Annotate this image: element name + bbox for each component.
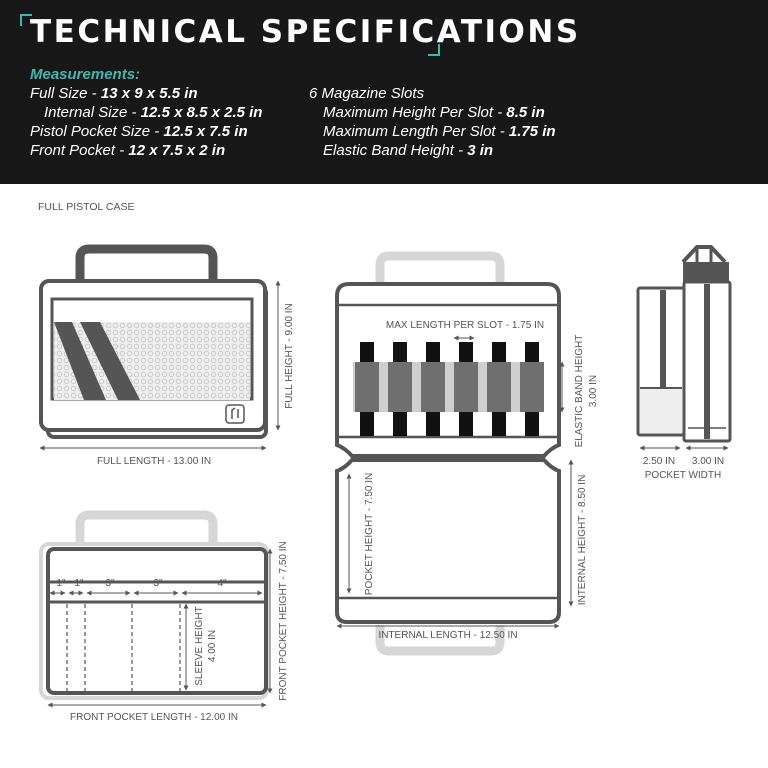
side-view-drawing [638,247,730,441]
spec-max-length-slot: Maximum Length Per Slot - 1.75 in [323,123,556,140]
spec-internal-size: Internal Size - 12.5 x 8.5 x 2.5 in [44,104,263,121]
sleeve-height-label: SLEEVE HEIGHT [194,606,205,686]
page-title: TECHNICAL SPECIFICATIONS [30,14,581,50]
front-pocket-length-label: FRONT POCKET LENGTH - 12.00 IN [69,712,239,723]
elastic-band-height-label: ELASTIC BAND HEIGHT [574,334,585,448]
elastic-band-height-value: 3.00 IN [588,374,599,408]
spec-full-size: Full Size - 13 x 9 x 5.5 in [30,85,198,102]
internal-height-label: INTERNAL HEIGHT - 8.50 IN [577,474,588,606]
full-case-drawing [41,249,266,437]
internal-length-label: INTERNAL LENGTH - 12.50 IN [378,630,518,641]
spec-front-pocket: Front Pocket - 12 x 7.5 x 2 in [30,142,226,159]
spec-pistol-pocket-size: Pistol Pocket Size - 12.5 x 7.5 in [30,123,248,140]
pocket-width-right-label: 3.00 IN [691,456,725,467]
spec-elastic-band-height: Elastic Band Height - 3 in [323,142,494,159]
max-length-per-slot-label: MAX LENGTH PER SLOT - 1.75 IN [385,320,545,331]
measurements-heading: Measurements: [30,66,141,83]
sleeve-width-4: 3" [153,578,163,589]
pocket-height-label: POCKET HEIGHT - 7.50 IN [364,472,375,596]
spec-magazine-slots: 6 Magazine Slots [309,85,425,102]
sleeve-width-2: 1" [74,578,84,589]
sleeve-height-value: 4.00 IN [207,629,218,663]
sleeve-width-1: 1" [56,578,66,589]
section-label: FULL PISTOL CASE [38,201,135,213]
front-pocket-height-label: FRONT POCKET HEIGHT - 7.50 IN [278,541,289,701]
front-pocket-drawing [41,515,267,698]
sleeve-width-3: 3" [105,578,115,589]
spec-max-height-slot: Maximum Height Per Slot - 8.5 in [323,104,545,121]
sleeve-width-5: 4" [217,578,227,589]
spec-header [0,0,768,184]
full-height-label: FULL HEIGHT - 9.00 IN [284,303,295,409]
technical-diagram [0,184,768,768]
pocket-width-label: POCKET WIDTH [644,470,722,481]
full-length-label: FULL LENGTH - 13.00 IN [96,456,212,467]
pocket-width-left-label: 2.50 IN [642,456,676,467]
